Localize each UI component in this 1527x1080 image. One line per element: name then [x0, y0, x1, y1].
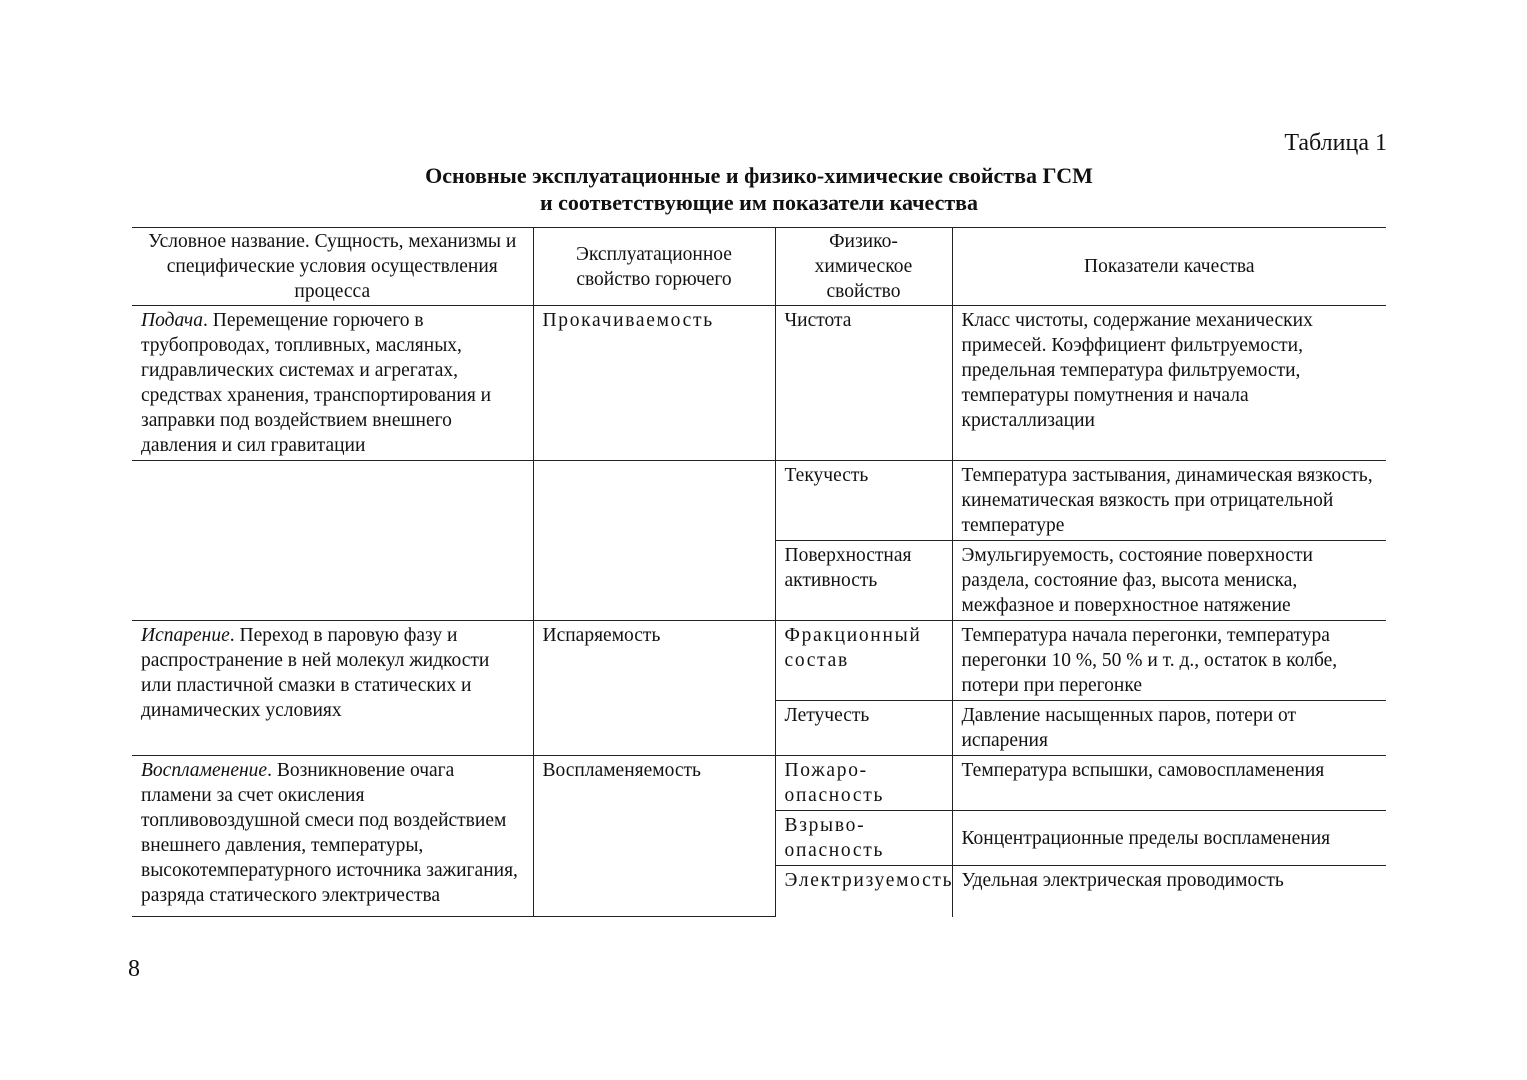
- properties-table: [132, 227, 1386, 917]
- process-cell: [132, 306, 533, 461]
- quality-cell: Класс чистоты, содержание механических примесей. Коэффициент фильтруемости, предельная температура фильтруемости, температуры помутнения и начала кристаллизации: [952, 306, 1386, 461]
- process-text: . Возникновение очага пламени за счет окисления топливовоздушной смеси под воздействием внешнего давления, температуры, высокотемпературного источника зажигания, разряда статического электричества: [141, 760, 518, 906]
- header-operational: Эксплуатационное свойство горючего: [533, 228, 775, 306]
- process-text: . Перемещение горючего в трубопроводах, топливных, масляных, гидравлических системах и агрегатах, средствах хранения, транспортирования и заправки под воздействием внешнего давления и сил гравитации: [141, 310, 492, 456]
- physchem-cell: Фракционный состав: [775, 621, 952, 701]
- quality-cell: Удельная электрическая проводимость: [952, 866, 1386, 917]
- header-quality: Показатели качества: [952, 228, 1386, 306]
- quality-cell: Концентрационные пределы воспламенения: [952, 811, 1386, 866]
- physchem-cell: Электризуемость: [775, 866, 952, 917]
- physchem-cell: Поверхностная активность: [775, 541, 952, 621]
- operational-cell: Прокачиваемость: [533, 306, 775, 461]
- quality-cell: Давление насыщенных паров, потери от испарения: [952, 701, 1386, 756]
- table-title: [132, 162, 1386, 216]
- title-line-2: и соответствующие им показатели качества: [539, 190, 979, 215]
- quality-cell: Температура застывания, динамическая вязкость, кинематическая вязкость при отрицательной температуре: [952, 461, 1386, 541]
- physchem-cell: Взрыво-опасность: [775, 811, 952, 866]
- physchem-cell: Летучесть: [775, 701, 952, 756]
- quality-cell: Температура вспышки, самовоспламенения: [952, 756, 1386, 811]
- quality-cell: Температура начала перегонки, температура перегонки 10 %, 50 % и т. д., остаток в колбе, потери при перегонке: [952, 621, 1386, 701]
- header-physchem: Физико-химическое свойство: [775, 228, 952, 306]
- table-row: [132, 306, 1386, 461]
- physchem-cell: Текучесть: [775, 461, 952, 541]
- header-process: Условное название. Сущность, механизмы и специфические условия осуществления процесса: [132, 228, 533, 306]
- process-cell: [132, 621, 533, 756]
- operational-cell: Испаряемость: [533, 621, 775, 756]
- page-number: 8: [128, 956, 140, 982]
- title-line-1: Основные эксплуатационные и физико-химические свойства ГСМ: [425, 163, 1093, 188]
- physchem-cell: Пожаро-опасность: [775, 756, 952, 811]
- header-row: [132, 228, 1386, 306]
- empty-cell: [533, 461, 775, 621]
- table-row: [132, 621, 1386, 701]
- process-name: Подача: [141, 310, 203, 331]
- table-row: [132, 461, 1386, 541]
- quality-cell: Эмульгируемость, состояние поверхности раздела, состояние фаз, высота мениска, межфазное и поверхностное натяжение: [952, 541, 1386, 621]
- process-cell: [132, 756, 533, 917]
- empty-cell: [132, 461, 533, 621]
- properties-table-wrapper: [132, 227, 1386, 917]
- table-label: Таблица 1: [1284, 130, 1387, 156]
- process-text: . Переход в паровую фазу и распространение в ней молекул жидкости или пластичной смазки в статических и динамических условиях: [141, 625, 490, 721]
- physchem-cell: Чистота: [775, 306, 952, 461]
- process-name: Воспламенение: [141, 760, 268, 781]
- operational-cell: Воспламеняемость: [533, 756, 775, 917]
- process-name: Испарение: [141, 625, 230, 646]
- table-row: [132, 756, 1386, 811]
